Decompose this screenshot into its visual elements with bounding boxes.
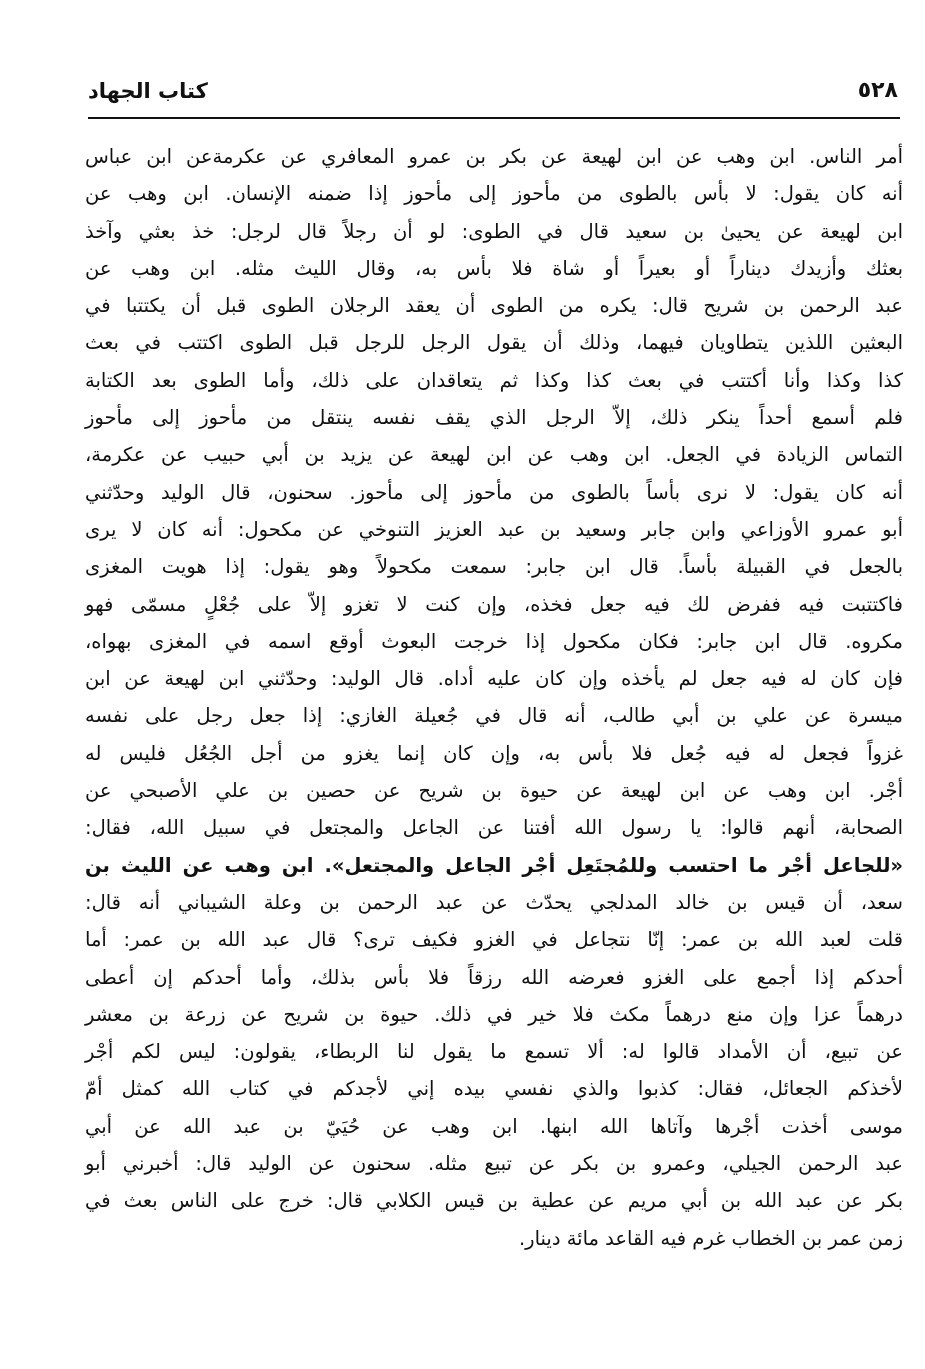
text-line: عبد الرحمن الجيلي، وعمرو بن بكر عن تبيع مثله. سحنون عن الوليد قال: أخبرني أبو [85, 1152, 903, 1176]
text-line: عن تبيع، أن الأمداد قالوا له: ألا تسمع ما يقول لنا الربطاء، يقولون: ليس لكم أجْر [85, 1040, 903, 1064]
body-text [85, 138, 903, 1257]
text-line: بالجعل في القبيلة بأساً. قال ابن جابر: سمعت مكحولاً وهو يقول: إذا هويت المغزى [85, 555, 903, 579]
text-line: أبو عمرو الأوزاعي وابن جابر وسعيد بن عبد العزيز التنوخي عن مكحول: أنه كان لا يرى [85, 517, 903, 541]
text-line: كذا وكذا وأنا أكتتب في بعث كذا وكذا ثم يتعاقدان على ذلك، وأما الطوى بعد الكتابة [85, 368, 903, 392]
text-line: أحدكم إذا أجمع على الغزو فعرضه الله رزقاً فلا بأس بذلك، وأما أحدكم إن أعطى [85, 965, 903, 989]
text-line: بعثك وأزيدك ديناراً أو بعيراً أو شاة فلا بأس به، وقال الليث مثله. ابن وهب عن [85, 256, 903, 280]
text-line: درهماً عزا وإن منع درهماً مكث فلا خير في ذلك. حيوة بن شريح عن زرعة بن معشر [85, 1002, 903, 1026]
text-line: فإن كان له فيه جعل لم يأخذه وإن كان عليه أداه. قال الوليد: وحدّثني ابن لهيعة عن ابن [85, 667, 903, 691]
hadith-quote-line: «للجاعل أجْر ما احتسب وللمُجتَعِل أجْر الجاعل والمجتعل». ابن وهب عن الليث بن [85, 853, 903, 877]
text-line: قلت لعبد الله بن عمر: إنّا نتجاعل في الغزو فكيف ترى؟ قال عبد الله بن عمر: أما [85, 928, 903, 952]
page-number: ٥٢٨ [857, 78, 898, 103]
text-line: سعد، أن قيس بن خالد المدلجي يحدّث عن عبد الرحمن بن وعلة الشيباني أنه قال: [85, 890, 903, 914]
text-line: أنه كان يقول: لا بأس بالطوى من مأحوز إلى مأحوز إذا ضمنه الإنسان. ابن وهب عن [85, 182, 903, 206]
text-line: غزواً فجعل له فيه جُعل فلا بأس به، وإن كان إنما يغزو من أجل الجُعُل فليس له [85, 741, 903, 765]
text-line: لأخذكم الجعائل، فقال: كذبوا والذي نفسي بيده إني لأجدكم في كتاب الله كمثل أمّ [85, 1077, 903, 1101]
text-line: التماس الزيادة في الجعل. ابن وهب عن ابن لهيعة عن يزيد بن أبي حبيب عن عكرمة، [85, 443, 903, 467]
text-line: بكر عن عبد الله بن أبي مريم عن عطية بن قيس الكلابي قال: خرج على الناس بعث في [85, 1189, 903, 1213]
page-header [88, 76, 898, 110]
text-line: ميسرة عن علي بن أبي طالب، أنه قال في جُعيلة الغازي: إذا جعل رجل على نفسه [85, 704, 903, 728]
text-line: أنه كان يقول: لا نرى بأساً بالطوى من مأحوز إلى مأحوز. سحنون، قال الوليد وحدّثني [85, 480, 903, 504]
text-line: ابن لهيعة عن يحيىٰ بن سعيد قال في الطوى: لو أن رجلاً قال لرجل: خذ بعثي وآخذ [85, 219, 903, 243]
text-line: البعثين اللذين يتطاويان فيهما، وذلك أن يقول الرجل للرجل قبل الطوى اكتتب في بعث [85, 331, 903, 355]
text-line: فلم أسمع أحداً ينكر ذلك، إلاّ الرجل الذي يقف نفسه ينتقل من مأحوز إلى مأحوز [85, 406, 903, 430]
text-line: الصحابة، أنهم قالوا: يا رسول الله أفتنا عن الجاعل والمجتعل في سبيل الله، فقال: [85, 816, 903, 840]
text-line: فاكتتبت فيه ففرض لك فيه جعل فخذه، وإن كنت لا تغزو إلاّ على جُعْلٍ مسمّى فهو [85, 592, 903, 616]
text-line: أجْر. ابن وهب عن ابن لهيعة عن حيوة بن شريح عن حصين بن علي الأصبحي عن [85, 779, 903, 803]
running-title: كتاب الجهاد [88, 79, 208, 103]
header-rule [88, 117, 900, 119]
text-line: أمر الناس. ابن وهب عن ابن لهيعة عن بكر بن عمرو المعافري عن عكرمةعن ابن عباس [85, 145, 903, 168]
text-line-final: زمن عمر بن الخطاب غرم فيه القاعد مائة دينار. [518, 1226, 903, 1250]
text-line: موسى أخذت أجْرها وآتاها الله ابنها. ابن وهب عن حُيَيّ بن عبد الله عن أبي [85, 1114, 903, 1138]
text-line: عبد الرحمن بن شريح قال: يكره من الطوى أن يعقد الرجلان الطوى قبل أن يكتتبا في [85, 294, 903, 318]
text-line: مكروه. قال ابن جابر: فكان مكحول إذا خرجت البعوث أوقع اسمه في المغزى بهواه، [85, 629, 903, 653]
